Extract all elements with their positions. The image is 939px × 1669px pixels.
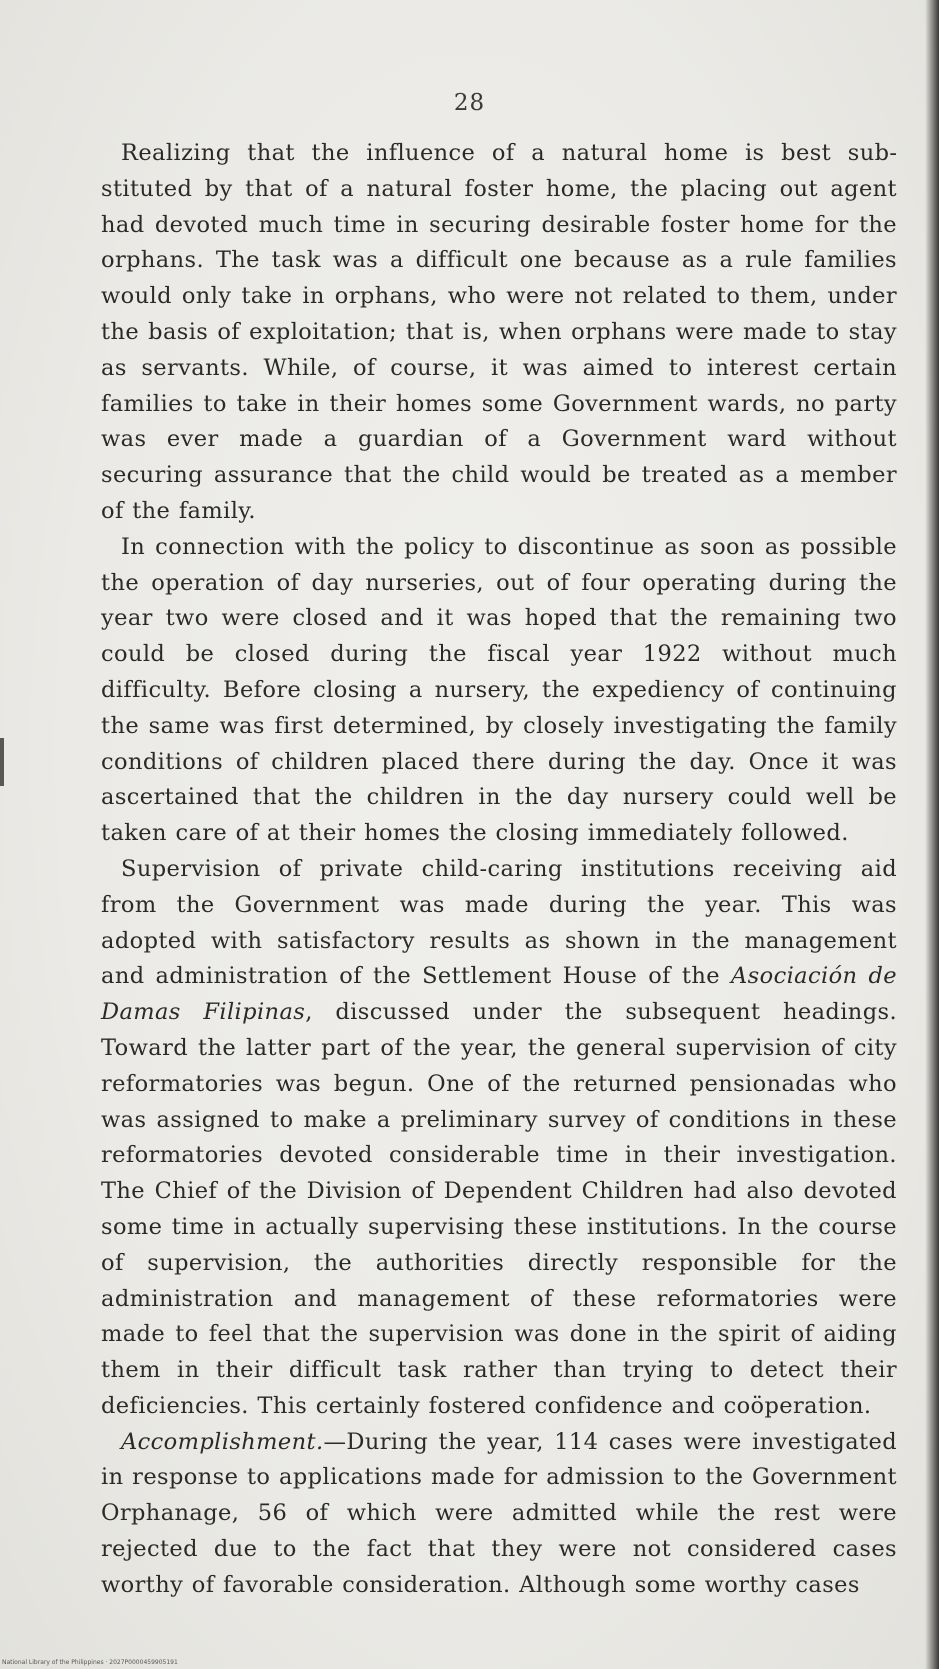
body-text — [101, 136, 897, 1604]
text-run: —During the year, 114 cases were investigated in response to applications made for admission to the Government Orphanage, 56 of which were admitted while the rest were rejected due to the fact that they were not considered cases worthy of favorable consideration. Although some worthy cases — [101, 1428, 897, 1598]
page-number: 28 — [453, 90, 486, 116]
paragraph — [101, 1425, 897, 1604]
text-run: Supervision of private child-caring institutions receiving aid from the Government was made during the year. This was adopted with satisfactory results as shown in the management and administration of the Settlement House of the — [101, 855, 897, 990]
scan-footer-note: National Library of the Philippines · 2027P0000459905191 — [2, 1659, 178, 1666]
text-run: , discussed under the subsequent headings. Toward the latter part of the year, the general supervision of city reformatories was begun. One of the returned pensionadas who was assigned to make a preliminary survey of conditions in these reformatories devoted considerable time in their investigation. The Chief of the Division of Dependent Children had also devoted some time in actually supervising these institutions. In the course of supervision, the authorities directly responsible for the administration and management of these reformatories were made to feel that the supervision was done in the spirit of aiding them in their difficult task rather than trying to detect their deficiencies. This certainly fostered confidence and coöperation. — [101, 999, 898, 1419]
paragraph — [101, 852, 897, 1425]
text-run: Realizing that the influence of a natural home is best substituted by that of a natural foster home, the placing out agent had devoted much time in securing desirable foster home for the orphans. The task was a difficult one because as a rule families would only take in orphans, who were not related to them, under the basis of exploitation; that is, when orphans were made to stay as servants. While, of course, it was aimed to interest certain families to take in their homes some Government wards, no party was ever made a guardian of a Government ward without securing assurance that the child would be treated as a member of the family. — [101, 140, 897, 524]
page-margin-mark — [0, 738, 4, 786]
italic-text: Accomplishment. — [121, 1428, 324, 1455]
paragraph — [101, 530, 897, 852]
italic-text: Asociación de Damas Filipinas — [101, 963, 897, 1026]
page-edge-shadow — [925, 0, 939, 1669]
text-run: In connection with the policy to discontinue as soon as possible the operation of day nurseries, out of four operating during the year two were closed and it was hoped that the remaining two could be closed during the fiscal year 1922 without much difficulty. Before closing a nursery, the expediency of continuing the same was first determined, by closely investigating the family conditions of children placed there during the day. Once it was ascertained that the children in the day nursery could well be taken care of at their homes the closing immediately followed. — [101, 533, 897, 847]
paragraph — [101, 136, 897, 530]
